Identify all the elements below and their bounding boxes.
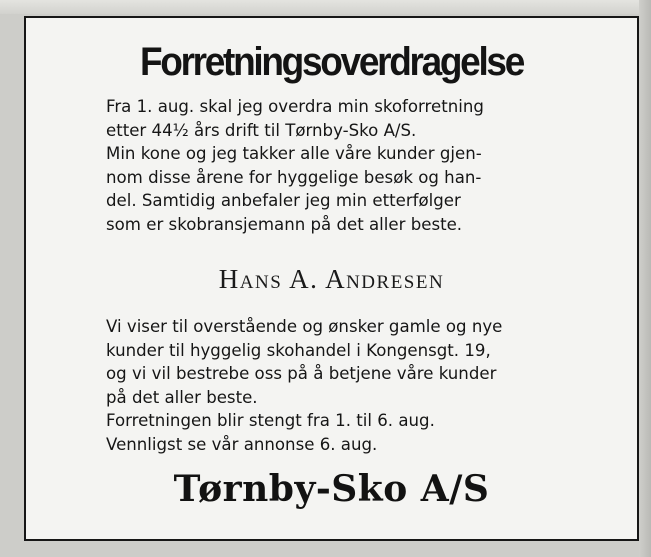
scan-border-top bbox=[0, 0, 651, 14]
announcement-line: som er skobransjemann på det aller beste. bbox=[106, 214, 463, 234]
announcement-paragraph bbox=[106, 95, 576, 236]
successor-paragraph bbox=[106, 315, 576, 456]
company-name: Tørnby-Sko A/S bbox=[173, 468, 490, 510]
announcement-line: nom disse årene for hyggelige besøk og han- bbox=[106, 167, 482, 187]
newspaper-advertisement bbox=[24, 16, 639, 541]
scan-border-right bbox=[639, 0, 651, 557]
signature-name: Hans A. Andresen bbox=[218, 264, 445, 294]
successor-line: Vennligst se vår annonse 6. aug. bbox=[106, 434, 378, 454]
successor-line: kunder til hyggelig skohandel i Kongensgt. 19, bbox=[106, 340, 491, 360]
announcement-line: Fra 1. aug. skal jeg overdra min skoforretning bbox=[106, 97, 484, 116]
successor-line: Forretningen blir stengt fra 1. til 6. aug. bbox=[106, 411, 435, 430]
successor-line: og vi vil bestrebe oss på å betjene våre kunder bbox=[106, 364, 497, 383]
headline: Forretningsoverdragelse bbox=[139, 39, 523, 84]
successor-line: på det aller beste. bbox=[106, 387, 258, 407]
successor-line: Vi viser til overstående og ønsker gamle og nye bbox=[106, 317, 503, 336]
announcement-line: del. Samtidig anbefaler jeg min etterfølger bbox=[106, 191, 461, 210]
announcement-line: etter 44½ års drift til Tørnby-Sko A/S. bbox=[106, 120, 417, 140]
announcement-line: Min kone og jeg takker alle våre kunder gjen- bbox=[106, 144, 482, 163]
